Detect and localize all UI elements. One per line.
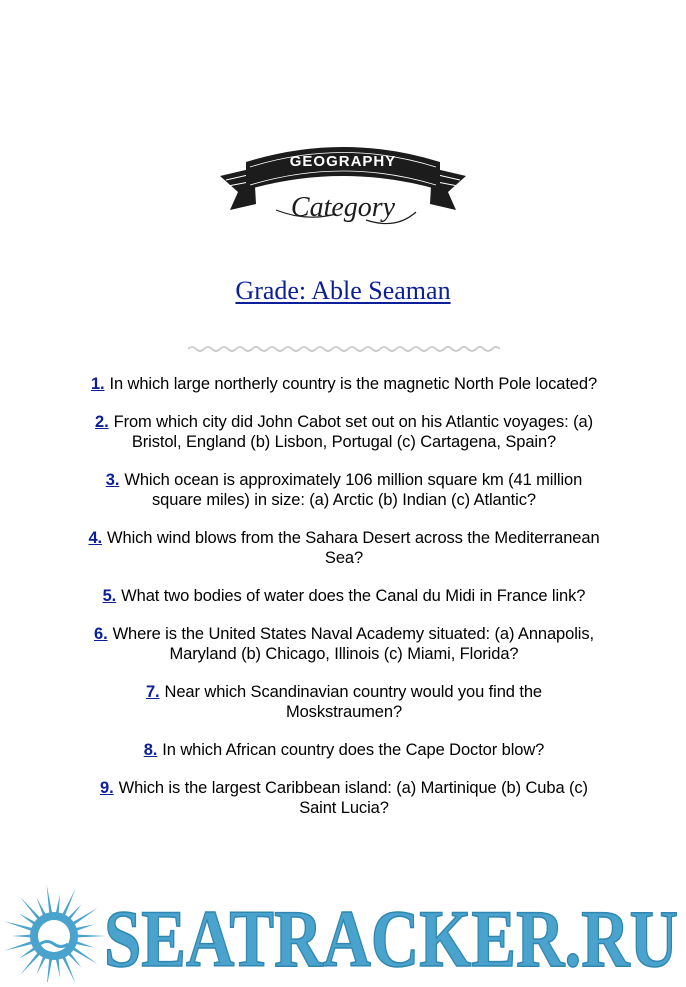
question-number-link[interactable]: 6. [94,625,108,643]
sun-ray [12,935,32,938]
sun-burst-icon [4,885,106,983]
sun-ray [4,921,33,931]
seatracker-watermark [0,878,686,982]
question-number-link[interactable]: 2. [95,413,109,431]
sun-ray [75,941,95,948]
question-item [88,624,600,664]
question-number-link[interactable]: 8. [143,741,158,759]
wavy-divider [188,342,500,354]
question-item [88,374,600,394]
question-text: Near which Scandinavian country would you find the Moskstraumen? [164,683,543,721]
sun-ray [76,935,106,938]
question-item [88,528,600,568]
question-text: Which wind blows from the Sahara Desert across the Mediterranean Sea? [107,529,600,567]
question-list [88,374,600,836]
sun-ray [4,941,33,951]
question-number-link[interactable]: 1. [90,375,105,393]
geography-category-banner [216,140,470,240]
question-item [88,470,600,510]
question-item [88,682,600,722]
question-number-link[interactable]: 5. [102,587,117,605]
question-number-link[interactable]: 9. [100,779,114,797]
question-text: Where is the United States Naval Academy situated: (a) Annapolis, Maryland (b) Chicago, Illinois (c) Miami, Florida? [112,625,594,663]
question-number-link[interactable]: 7. [145,683,160,701]
question-item [88,778,600,818]
question-number-link[interactable]: 4. [88,529,103,547]
question-text: What two bodies of water does the Canal du Midi in France link? [121,587,586,605]
question-item [88,586,600,606]
banner-top-word: GEOGRAPHY [289,153,397,170]
question-text: In which African country does the Cape Doctor blow? [162,741,545,759]
question-item [88,740,600,760]
sun-ray [56,958,60,978]
watermark-text: SEATRACKER.RU [104,893,678,982]
banner-bottom-word: Category [290,192,396,223]
question-text: Which is the largest Caribbean island: (a) Martinique (b) Cuba (c) Saint Lucia? [118,779,588,817]
grade-heading: Grade: Able Seaman [235,276,451,305]
sun-ray [56,894,60,914]
sun-ray [75,924,95,931]
question-text: From which city did John Cabot set out on his Atlantic voyages: (a) Bristol, England (b) Lisbon, Portugal (c) Cartagena, Spain? [113,413,593,451]
question-text: Which ocean is approximately 106 million square km (41 million square miles) in size: (a) Arctic (b) Indian (c) Atlantic? [124,471,583,509]
sun-ray [47,958,53,983]
question-number-link[interactable]: 3. [105,471,120,489]
question-item [88,412,600,452]
sun-ray [47,885,53,915]
question-text: In which large northerly country is the magnetic North Pole located? [109,375,598,393]
